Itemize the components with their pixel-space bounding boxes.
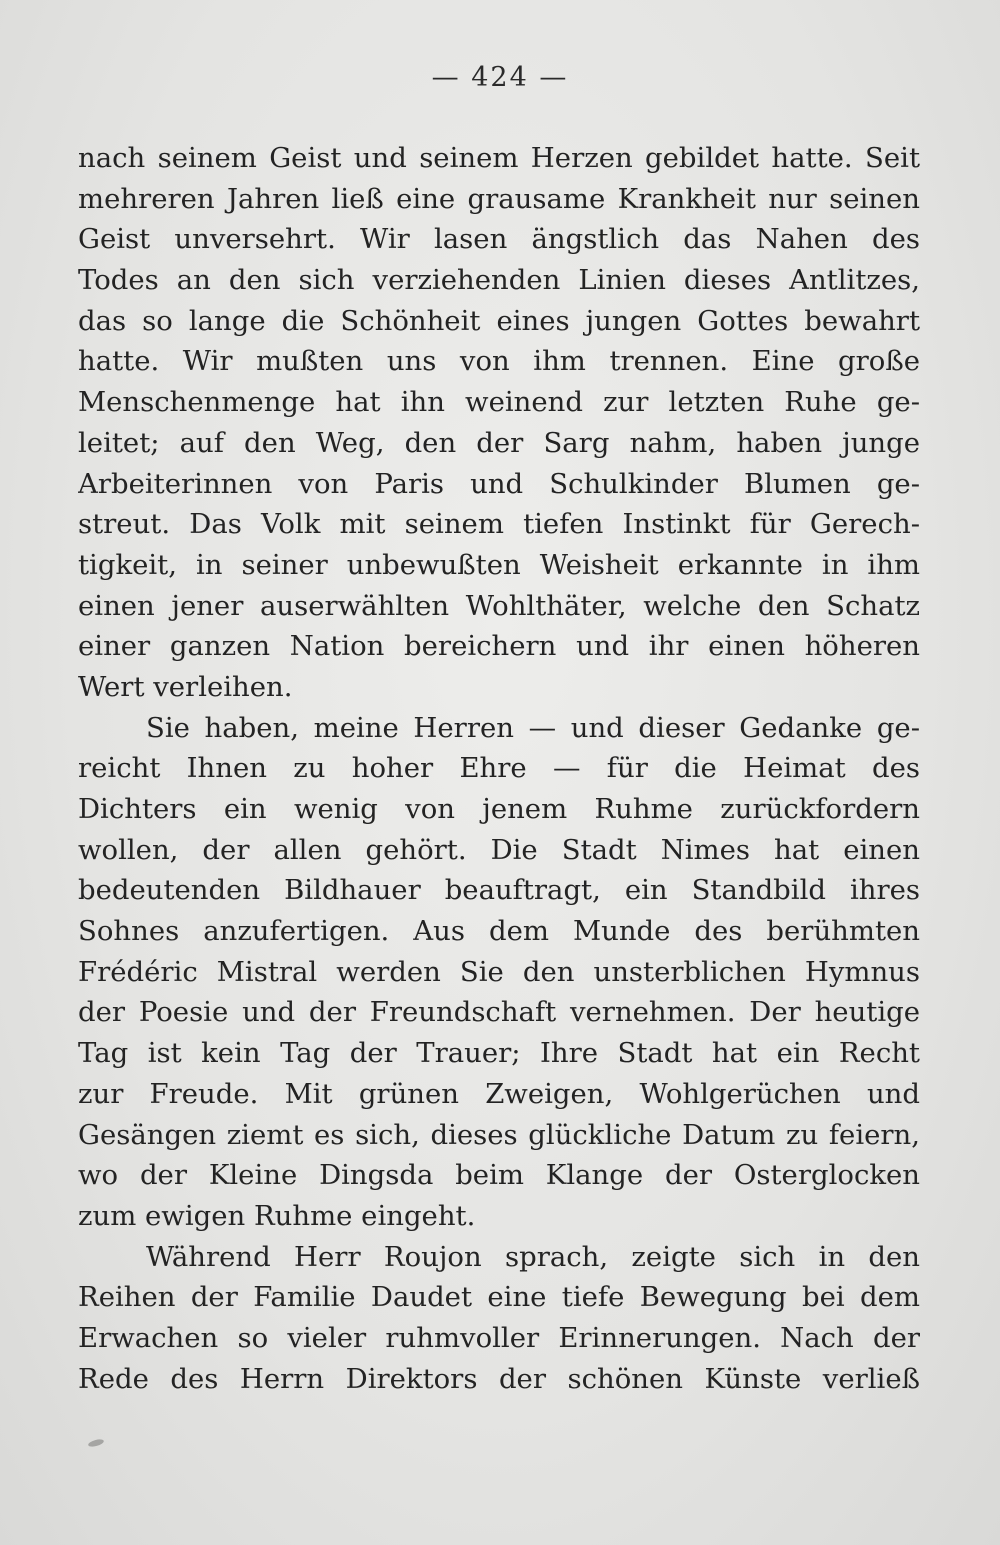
text-line: einer ganzen Nation bereichern und ihr einen höheren [78,630,920,663]
text-line: Todes an den sich verziehenden Linien dieses Antlitzes, [78,264,920,297]
text-line: Wert verleihen. [78,670,293,703]
text-line: Reihen der Familie Daudet eine tiefe Bewegung bei dem [78,1281,920,1314]
body-text [78,138,920,1399]
text-line: wollen, der allen gehört. Die Stadt Nimes hat einen [78,833,920,866]
text-line: streut. Das Volk mit seinem tiefen Instinkt für Gerech- [78,508,920,541]
text-line: zur Freude. Mit grünen Zweigen, Wohlgerüchen und [78,1077,920,1110]
text-line: Erwachen so vieler ruhmvoller Erinnerungen. Nach der [78,1321,920,1354]
text-line: Gesängen ziemt es sich, dieses glückliche Datum zu feiern, [78,1118,920,1151]
text-line: tigkeit, in seiner unbewußten Weisheit erkannte in ihm [78,548,920,581]
text-line: der Poesie und der Freundschaft vernehmen. Der heutige [78,996,920,1029]
text-line: hatte. Wir mußten uns von ihm trennen. Eine große [78,345,920,378]
text-line: zum ewigen Ruhme eingeht. [78,1199,476,1232]
text-line: Tag ist kein Tag der Trauer; Ihre Stadt hat ein Recht [78,1037,920,1070]
text-line: Geist unversehrt. Wir lasen ängstlich das Nahen des [78,223,920,256]
text-line: nach seinem Geist und seinem Herzen gebildet hatte. Seit [78,142,920,174]
text-line: reicht Ihnen zu hoher Ehre — für die Heimat des [78,752,920,785]
text-line: das so lange die Schönheit eines jungen Gottes bewahrt [78,304,920,337]
text-line: Arbeiterinnen von Paris und Schulkinder Blumen ge- [78,467,920,500]
text-line: mehreren Jahren ließ eine grausame Krankheit nur seinen [78,182,920,215]
paragraph-start-line: Während Herr Roujon sprach, zeigte sich in den [146,1240,920,1273]
text-line: Frédéric Mistral werden Sie den unsterblichen Hymnus [78,955,920,988]
text-line: Menschenmenge hat ihn weinend zur letzten Ruhe ge- [78,386,920,419]
ink-smudge [87,1438,104,1448]
text-line: wo der Kleine Dingsda beim Klange der Osterglocken [78,1159,920,1192]
text-line: einen jener auserwählten Wohlthäter, welche den Schatz [78,589,920,622]
page-number: — 424 — [431,62,569,93]
text-line: leitet; auf den Weg, den der Sarg nahm, haben junge [78,426,920,459]
text-line: Rede des Herrn Direktors der schönen Künste verließ [78,1362,920,1395]
text-line: Sohnes anzufertigen. Aus dem Munde des berühmten [78,915,920,948]
paragraph-start-line: Sie haben, meine Herren — und dieser Gedanke ge- [146,711,920,744]
text-line: bedeutenden Bildhauer beauftragt, ein Standbild ihres [78,874,920,907]
text-line: Dichters ein wenig von jenem Ruhme zurückfordern [78,793,920,825]
